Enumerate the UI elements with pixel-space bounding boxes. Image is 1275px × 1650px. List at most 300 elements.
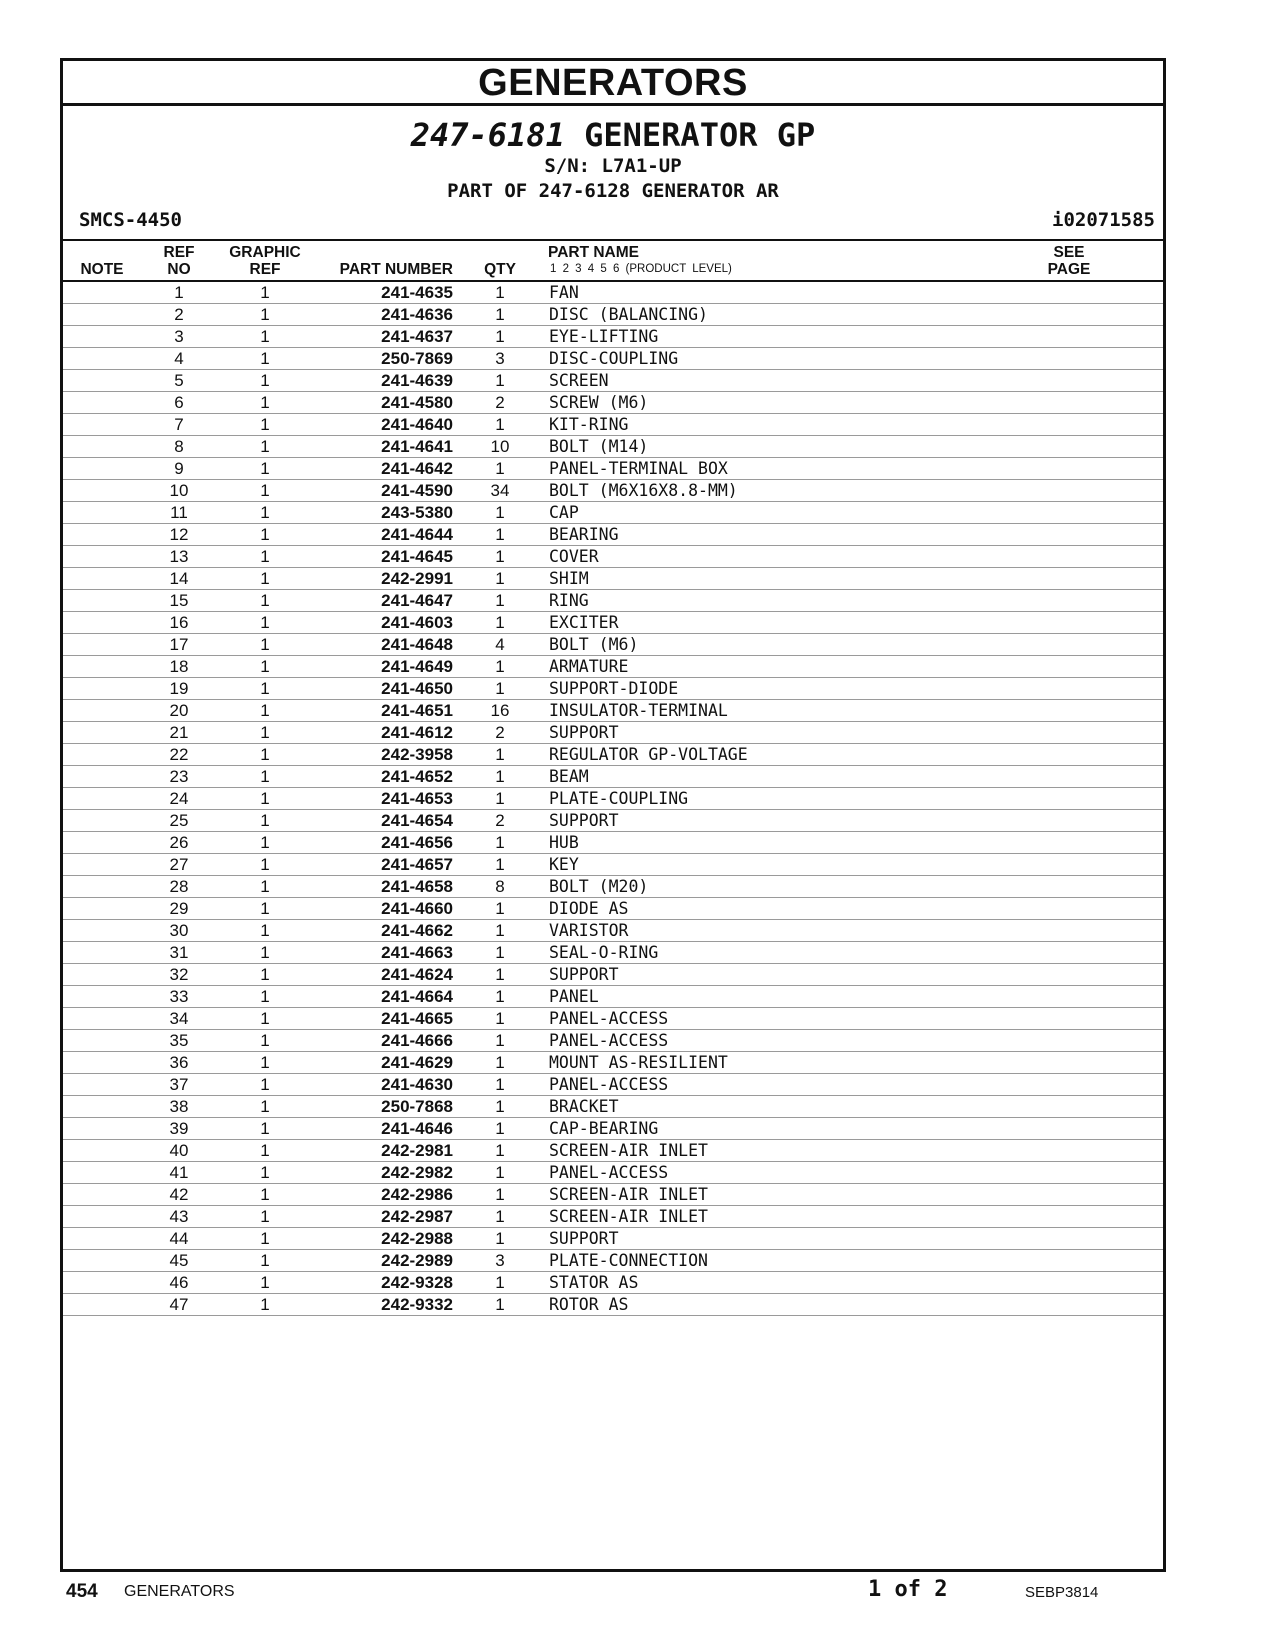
part-name: PANEL-ACCESS [549,1031,669,1050]
graphic-ref: 1 [260,1141,270,1160]
ref-no: 7 [174,415,184,434]
ref-no: 21 [169,723,189,742]
header-part-name: PART NAME [548,244,639,261]
part-number: 242-2986 [381,1185,453,1204]
quantity: 1 [495,1185,505,1204]
part-name: SUPPORT [549,723,619,742]
table-row [63,810,1163,832]
parts-page-frame [60,58,1166,1572]
graphic-ref: 1 [260,1119,270,1138]
quantity: 3 [495,349,505,368]
ref-no: 44 [169,1229,189,1248]
graphic-ref: 1 [260,525,270,544]
table-row [63,568,1163,590]
graphic-ref: 1 [260,1097,270,1116]
ref-no: 36 [169,1053,189,1072]
table-row [63,1096,1163,1118]
quantity: 1 [495,305,505,324]
part-name: DISC (BALANCING) [549,305,708,324]
table-row [63,788,1163,810]
ref-no: 31 [169,943,189,962]
graphic-ref: 1 [260,1009,270,1028]
part-number: 241-4580 [381,393,453,412]
header-ref-no-top: REF [163,244,195,261]
graphic-ref: 1 [260,657,270,676]
table-body [63,282,1163,1316]
graphic-ref: 1 [260,767,270,786]
table-row [63,766,1163,788]
graphic-ref: 1 [260,613,270,632]
graphic-ref: 1 [260,635,270,654]
table-row [63,502,1163,524]
graphic-ref: 1 [260,1295,270,1314]
ref-no: 3 [174,327,184,346]
quantity: 1 [495,591,505,610]
part-name: INSULATOR-TERMINAL [549,701,728,720]
table-row [63,700,1163,722]
page-footer [0,1577,1275,1607]
part-name: SHIM [549,569,589,588]
quantity: 1 [495,459,505,478]
part-number: 241-4646 [381,1119,453,1138]
quantity: 1 [495,1119,505,1138]
quantity: 1 [495,1295,505,1314]
graphic-ref: 1 [260,723,270,742]
table-row [63,282,1163,304]
footer-section: GENERATORS [124,1583,235,1600]
graphic-ref: 1 [260,459,270,478]
table-row [63,1184,1163,1206]
part-name: ARMATURE [549,657,629,676]
part-name: SUPPORT [549,811,619,830]
ref-no: 14 [169,569,189,588]
table-row [63,1140,1163,1162]
quantity: 1 [495,1207,505,1226]
graphic-ref: 1 [260,1229,270,1248]
part-number: 241-4612 [381,723,453,742]
ref-no: 1 [174,283,184,302]
ref-no: 8 [174,437,184,456]
ref-no: 2 [174,305,184,324]
quantity: 1 [495,1075,505,1094]
part-number: 241-4657 [381,855,453,874]
part-name: SCREEN-AIR INLET [549,1207,708,1226]
table-row [63,1052,1163,1074]
graphic-ref: 1 [260,833,270,852]
part-number: 241-4640 [381,415,453,434]
graphic-ref: 1 [260,811,270,830]
part-name: BRACKET [549,1097,619,1116]
quantity: 16 [490,701,510,720]
part-number: 242-3958 [381,745,453,764]
ref-no: 13 [169,547,189,566]
table-row [63,370,1163,392]
part-number: 241-4664 [381,987,453,1006]
ref-no: 19 [169,679,189,698]
parts-table [63,239,1163,1316]
graphic-ref: 1 [260,437,270,456]
table-row [63,1294,1163,1316]
quantity: 1 [495,899,505,918]
part-name: KEY [549,855,579,874]
ref-no: 25 [169,811,189,830]
part-number: 242-2991 [381,569,453,588]
part-number: 241-4603 [381,613,453,632]
quantity: 1 [495,503,505,522]
part-number: 241-4663 [381,943,453,962]
table-row [63,1008,1163,1030]
graphic-ref: 1 [260,1075,270,1094]
table-row [63,1250,1163,1272]
part-name: SCREEN [549,371,609,390]
graphic-ref: 1 [260,789,270,808]
part-number: 241-4649 [381,657,453,676]
table-header [63,239,1163,282]
ref-no: 43 [169,1207,189,1226]
table-row [63,1162,1163,1184]
quantity: 1 [495,569,505,588]
quantity: 1 [495,1163,505,1182]
ref-no: 4 [174,349,184,368]
quantity: 8 [495,877,505,896]
part-name: RING [549,591,589,610]
table-row [63,898,1163,920]
quantity: 1 [495,1053,505,1072]
part-number: 241-4635 [381,283,453,302]
quantity: 1 [495,283,505,302]
part-name: COVER [549,547,599,566]
table-row [63,964,1163,986]
quantity: 1 [495,855,505,874]
footer-document-id: SEBP3814 [1025,1584,1099,1601]
quantity: 1 [495,833,505,852]
ref-no: 45 [169,1251,189,1270]
section-title: GENERATORS [63,61,1163,106]
part-name: SUPPORT [549,965,619,984]
graphic-ref: 1 [260,371,270,390]
ref-no: 11 [170,503,188,522]
graphic-ref: 1 [260,899,270,918]
graphic-ref: 1 [260,1163,270,1182]
header-qty: QTY [484,261,516,278]
part-number: 241-4653 [381,789,453,808]
graphic-ref: 1 [260,679,270,698]
graphic-ref: 1 [260,283,270,302]
quantity: 34 [490,481,510,500]
ref-no: 5 [174,371,184,390]
quantity: 1 [495,987,505,1006]
graphic-ref: 1 [260,327,270,346]
table-row [63,634,1163,656]
ref-no: 33 [169,987,189,1006]
part-name: SCREW (M6) [549,393,649,412]
quantity: 1 [495,1273,505,1292]
table-row [63,612,1163,634]
part-number: 241-4656 [381,833,453,852]
part-number: 241-4660 [381,899,453,918]
part-number: 241-4630 [381,1075,453,1094]
part-name: MOUNT AS-RESILIENT [549,1053,728,1072]
ref-no: 20 [169,701,189,720]
part-name: BOLT (M6X16X8.8-MM) [549,481,738,500]
header-part-number: PART NUMBER [339,261,453,278]
ref-no: 28 [169,877,189,896]
table-row [63,392,1163,414]
part-name: SUPPORT [549,1229,619,1248]
part-number: 242-2982 [381,1163,453,1182]
group-title-block [63,116,1163,204]
graphic-ref: 1 [260,591,270,610]
quantity: 3 [495,1251,505,1270]
graphic-ref: 1 [260,855,270,874]
part-name: BEAM [549,767,589,786]
ref-no: 41 [169,1163,189,1182]
quantity: 2 [495,811,505,830]
graphic-ref: 1 [260,569,270,588]
part-name: STATOR AS [549,1273,639,1292]
part-name: PANEL-ACCESS [549,1163,669,1182]
group-name: GENERATOR GP [584,116,816,154]
header-see-page-bottom: PAGE [1047,261,1091,278]
part-number: 242-2987 [381,1207,453,1226]
table-row [63,876,1163,898]
ref-no: 15 [169,591,189,610]
part-number: 241-4658 [381,877,453,896]
illustration-id: i02071585 [1052,209,1155,231]
quantity: 10 [490,437,510,456]
table-row [63,744,1163,766]
part-number: 241-4650 [381,679,453,698]
part-number: 241-4652 [381,767,453,786]
graphic-ref: 1 [260,1053,270,1072]
part-number: 241-4636 [381,305,453,324]
quantity: 1 [495,1097,505,1116]
part-name: SCREEN-AIR INLET [549,1185,708,1204]
part-name: SEAL-O-RING [549,943,659,962]
ref-no: 38 [169,1097,189,1116]
part-name: KIT-RING [549,415,629,434]
part-name: DIODE AS [549,899,629,918]
part-of-line: PART OF 247-6128 GENERATOR AR [447,180,779,202]
part-name: DISC-COUPLING [549,349,679,368]
graphic-ref: 1 [260,943,270,962]
quantity: 1 [495,371,505,390]
meta-row [79,209,1155,233]
part-number: 241-4637 [381,327,453,346]
part-number: 241-4590 [381,481,453,500]
part-number: 250-7869 [381,349,453,368]
table-row [63,436,1163,458]
part-name: EXCITER [549,613,619,632]
header-ref-no-bottom: NO [167,261,191,278]
part-number: 242-9332 [381,1295,453,1314]
graphic-ref: 1 [260,415,270,434]
graphic-ref: 1 [260,1207,270,1226]
header-graphic-ref-bottom: REF [249,261,281,278]
table-row [63,986,1163,1008]
part-number: 242-9328 [381,1273,453,1292]
footer-page-number: 454 [66,1581,98,1602]
part-number: 241-4651 [381,701,453,720]
ref-no: 30 [169,921,189,940]
ref-no: 35 [169,1031,189,1050]
part-number: 241-4666 [381,1031,453,1050]
table-row [63,722,1163,744]
table-row [63,1228,1163,1250]
part-name: BOLT (M14) [549,437,649,456]
quantity: 1 [495,1141,505,1160]
table-row [63,920,1163,942]
ref-no: 10 [169,481,189,500]
graphic-ref: 1 [260,1185,270,1204]
graphic-ref: 1 [260,1273,270,1292]
graphic-ref: 1 [260,965,270,984]
graphic-ref: 1 [260,349,270,368]
graphic-ref: 1 [260,921,270,940]
table-row [63,656,1163,678]
graphic-ref: 1 [260,393,270,412]
table-row [63,832,1163,854]
part-name: BOLT (M20) [549,877,649,896]
ref-no: 16 [169,613,189,632]
part-number: 250-7868 [381,1097,453,1116]
ref-no: 34 [169,1009,189,1028]
ref-no: 40 [169,1141,189,1160]
ref-no: 37 [169,1075,189,1094]
ref-no: 22 [169,745,189,764]
ref-no: 26 [169,833,189,852]
ref-no: 46 [169,1273,189,1292]
part-name: HUB [549,833,579,852]
quantity: 1 [495,1229,505,1248]
quantity: 1 [495,767,505,786]
table-row [63,326,1163,348]
part-name: PANEL [549,987,599,1006]
quantity: 1 [495,965,505,984]
ref-no: 12 [169,525,189,544]
part-number: 241-4647 [381,591,453,610]
ref-no: 47 [169,1295,189,1314]
ref-no: 39 [169,1119,189,1138]
graphic-ref: 1 [260,481,270,500]
part-number: 241-4641 [381,437,453,456]
table-row [63,458,1163,480]
graphic-ref: 1 [260,547,270,566]
ref-no: 42 [169,1185,189,1204]
part-number: 243-5380 [381,503,453,522]
serial-number: S/N: L7A1-UP [544,155,682,177]
graphic-ref: 1 [260,701,270,720]
ref-no: 18 [169,657,189,676]
quantity: 1 [495,657,505,676]
graphic-ref: 1 [260,877,270,896]
part-number: 241-4642 [381,459,453,478]
ref-no: 9 [174,459,184,478]
graphic-ref: 1 [260,1031,270,1050]
ref-no: 17 [169,635,189,654]
table-row [63,1030,1163,1052]
table-row [63,414,1163,436]
part-number: 241-4629 [381,1053,453,1072]
part-number: 242-2981 [381,1141,453,1160]
part-name: BEARING [549,525,619,544]
quantity: 4 [495,635,505,654]
part-number: 241-4648 [381,635,453,654]
part-number: 241-4665 [381,1009,453,1028]
header-graphic-ref-top: GRAPHIC [229,244,301,261]
graphic-ref: 1 [260,1251,270,1270]
part-name: PLATE-COUPLING [549,789,689,808]
quantity: 1 [495,613,505,632]
smcs-code: SMCS-4450 [79,209,182,231]
quantity: 1 [495,415,505,434]
ref-no: 27 [169,855,189,874]
quantity: 1 [495,679,505,698]
part-name: BOLT (M6) [549,635,639,654]
footer-page-count: 1 of 2 [868,1577,948,1602]
quantity: 1 [495,327,505,346]
table-row [63,678,1163,700]
quantity: 1 [495,789,505,808]
table-row [63,1074,1163,1096]
part-number: 241-4644 [381,525,453,544]
table-row [63,304,1163,326]
ref-no: 6 [174,393,184,412]
part-number: 242-2989 [381,1251,453,1270]
table-row [63,1118,1163,1140]
quantity: 2 [495,393,505,412]
ref-no: 24 [169,789,189,808]
part-name: PANEL-ACCESS [549,1009,669,1028]
graphic-ref: 1 [260,745,270,764]
part-name: CAP [549,503,579,522]
quantity: 1 [495,921,505,940]
graphic-ref: 1 [260,503,270,522]
part-name: PLATE-CONNECTION [549,1251,708,1270]
part-name: EYE-LIFTING [549,327,659,346]
part-name: ROTOR AS [549,1295,629,1314]
part-name: SCREEN-AIR INLET [549,1141,708,1160]
table-row [63,590,1163,612]
part-name: REGULATOR GP-VOLTAGE [549,745,748,764]
table-row [63,480,1163,502]
quantity: 1 [495,525,505,544]
part-name: CAP-BEARING [549,1119,659,1138]
quantity: 1 [495,1009,505,1028]
quantity: 1 [495,1031,505,1050]
quantity: 1 [495,943,505,962]
part-number: 241-4624 [381,965,453,984]
part-number: 241-4639 [381,371,453,390]
table-row [63,854,1163,876]
ref-no: 29 [169,899,189,918]
part-name: PANEL-ACCESS [549,1075,669,1094]
part-name: SUPPORT-DIODE [549,679,679,698]
table-row [63,524,1163,546]
part-name: VARISTOR [549,921,629,940]
part-number: 242-2988 [381,1229,453,1248]
quantity: 2 [495,723,505,742]
header-note: NOTE [80,261,124,278]
table-row [63,348,1163,370]
part-number: 241-4662 [381,921,453,940]
quantity: 1 [495,745,505,764]
group-title [63,116,1163,154]
table-row [63,1206,1163,1228]
header-see-page-top: SEE [1053,244,1085,261]
quantity: 1 [495,547,505,566]
graphic-ref: 1 [260,987,270,1006]
